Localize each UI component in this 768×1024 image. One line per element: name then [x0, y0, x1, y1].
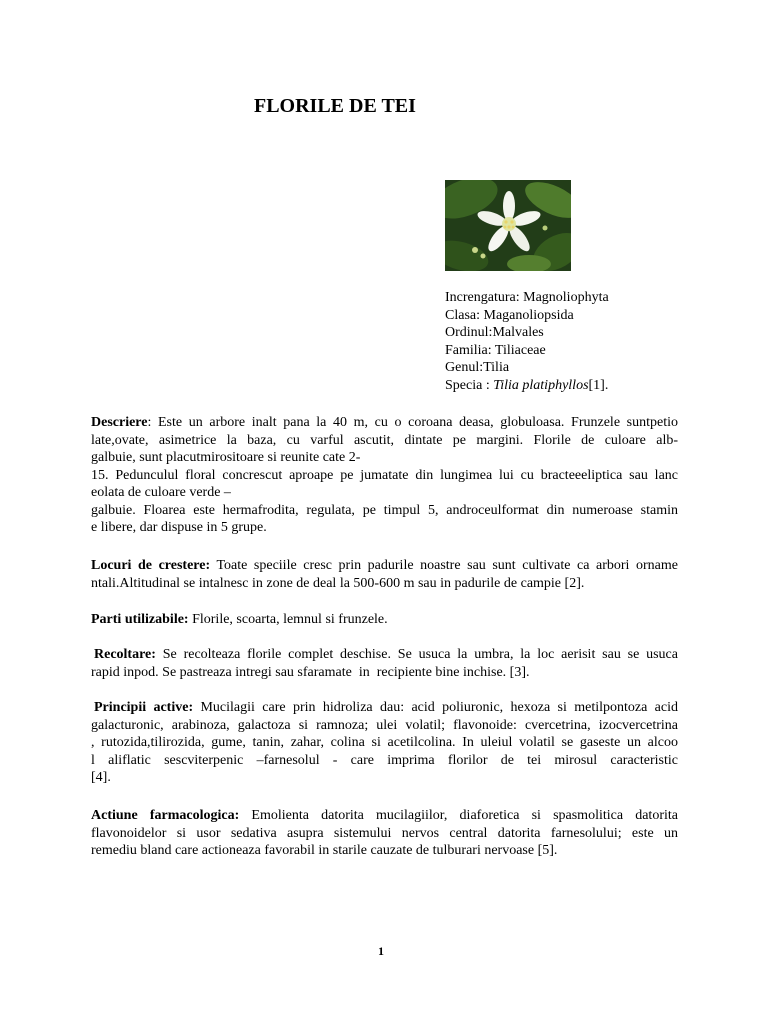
taxonomy-line: Increngatura: Magnoliophyta — [445, 290, 609, 305]
section-recoltare: Recoltare: Se recolteaza florile complet deschise. Se usuca la umbra, la loc aerisit sau se usuca rapid inpod. Se pastreaza intregi sau sfaramate in recipiente bine inchise. [3]. — [91, 647, 678, 680]
species-line: Specia : Tilia platiphyllos[1]. — [445, 377, 609, 393]
taxonomy-line: Familia: Tiliaceae — [445, 342, 546, 358]
taxonomy-line: Ordinul:Malvales — [445, 325, 544, 340]
section-locuri-de-crestere: Locuri de crestere: Toate speciile cresc prin padurile noastre sau sunt cultivate ca arbori orname ntali.Altitudinal se intalnesc in zone de deal la 500-600 m sau in padurile de campie [2]. — [91, 558, 678, 591]
taxonomy-line: Genul:Tilia — [445, 360, 510, 375]
section-label: Parti utilizabile: — [91, 612, 189, 627]
page-title: FLORILE DE TEI — [254, 95, 416, 117]
taxonomy-line: Clasa: Maganoliopsida — [445, 307, 574, 323]
section-parti-utilizabile: Parti utilizabile: Florile, scoarta, lemnul si frunzele. — [91, 612, 388, 627]
page-number: 1 — [378, 944, 384, 958]
section-label: Descriere — [91, 415, 148, 430]
section-descriere: Descriere: Este un arbore inalt pana la 40 m, cu o coroana deasa, globuloasa. Frunzele suntpetio late,ovate, asimetrice la baza, cu varful ascutit, dintate pe margini. Florile de culoare alb- galbuie, sunt placutmirositoare si reunite cate 2- 15. Pedunculul floral concrescut aproape pe jumatate din lungimea lui cu bracteeeliptica sau lanc eolata de culoare verde – galbuie. Floarea este hermafrodita, regulata, pe timpul 5, androceulformat din numeroase stamin e libere, dar dispuse in 5 grupe. — [91, 415, 678, 535]
section-label: Actiune farmacologica: — [91, 808, 240, 823]
linden-flower-photo — [445, 180, 571, 271]
section-actiune-farmacologica: Actiune farmacologica: Emolienta datorita mucilagiilor, diaforetica si spasmolitica datorita flavonoidelor si usor sedativa asupra sistemului nervos central datorita farnesolului; este un remediu bland care actioneaza favorabil in starile cauzate de tulburari nervoase [5]. — [91, 808, 678, 858]
section-label: Locuri de crestere: — [91, 558, 211, 573]
section-label: Principii active: — [94, 700, 194, 715]
species-name: Tilia platiphyllos — [493, 377, 589, 393]
taxonomy-block — [445, 289, 609, 394]
section-principii-active: Principii active: Mucilagii care prin hidroliza dau: acid poliuronic, hexoza si metilpontoza acid galacturonic, arabinoza, galactoza si ramnoza; ulei volatil; flavonoide: cvercetrina, izocvercetrina , rutozida,tilirozida, gume, tanin, zahar, colina si acetilcolina. In uleiul volatil se gaseste un alcoo l aliflatic sescviterpenic –farnesolul - care imprima florilor de tei mirosul caracteristic [4]. — [91, 700, 678, 785]
section-label: Recoltare: — [94, 647, 156, 662]
